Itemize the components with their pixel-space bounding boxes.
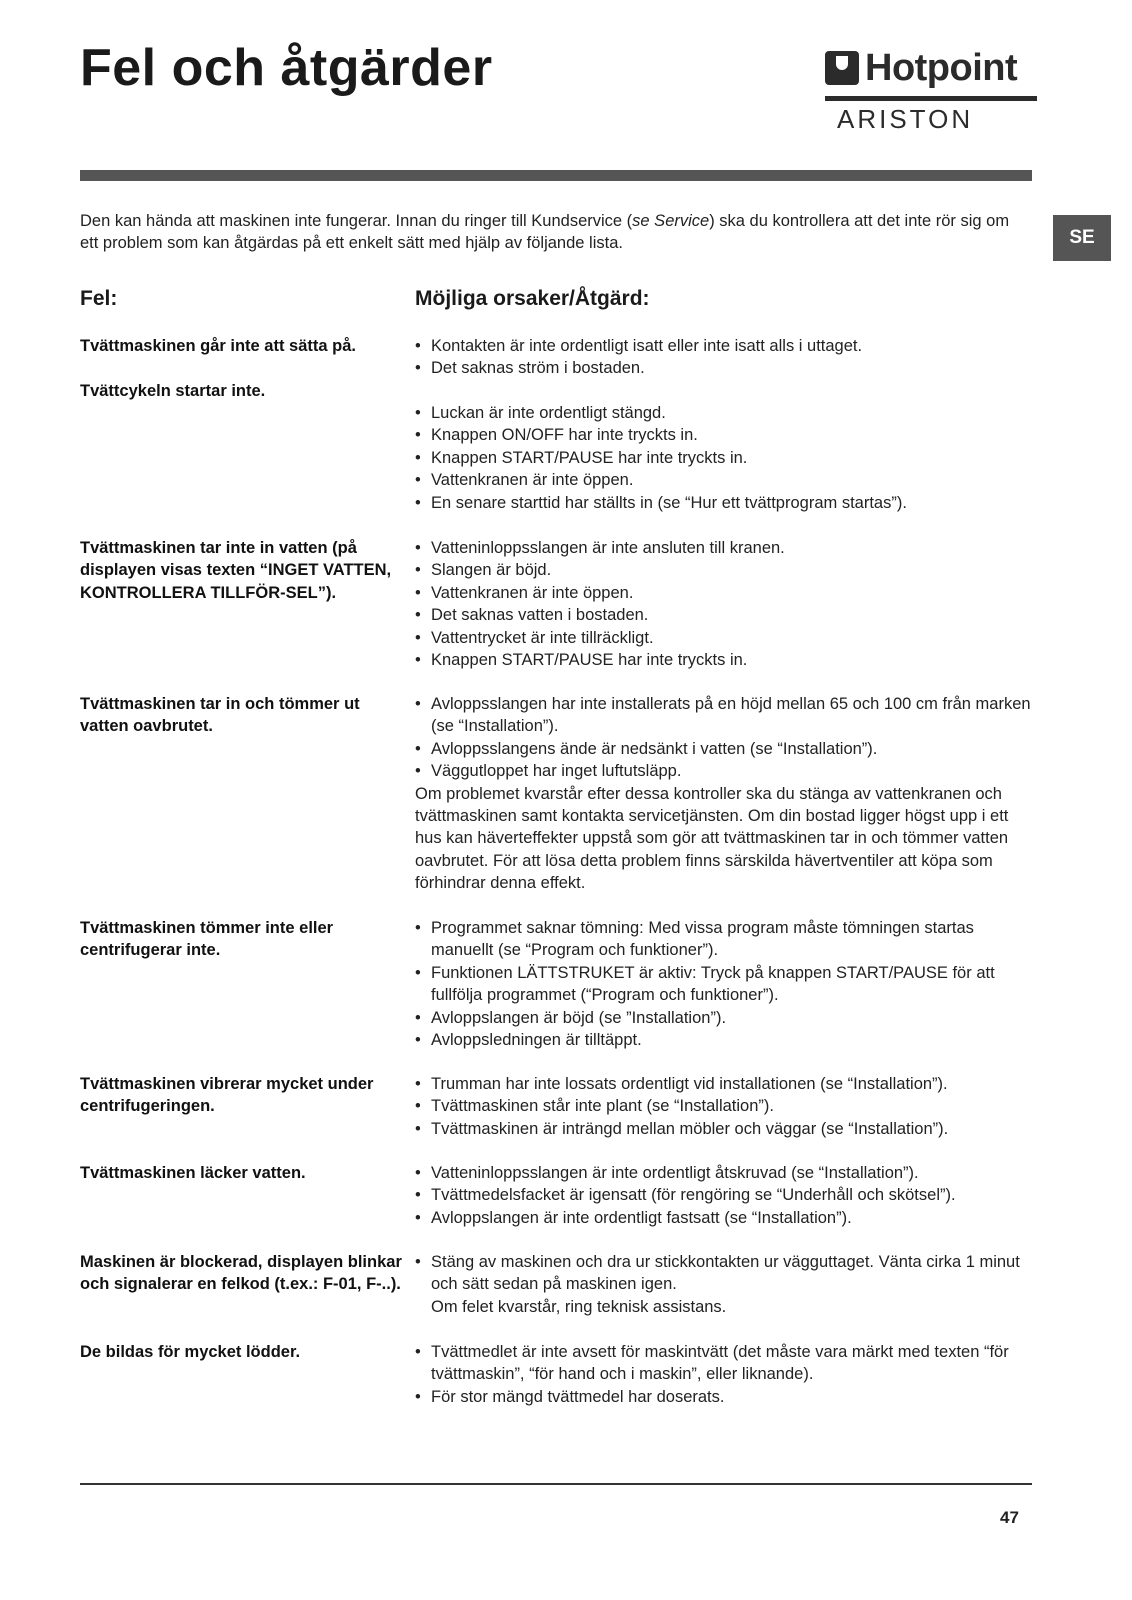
remedy-item: • Avloppsslangens ände är nedsänkt i vatten (se “Installation”). xyxy=(415,738,1035,760)
fault-label: Tvättcykeln startar inte. xyxy=(80,382,266,400)
fault-label: De bildas för mycket lödder. xyxy=(80,1343,301,1361)
remedy-item: • Avloppsslangen har inte installerats på en höjd mellan 65 och 100 cm från marken (se “Installation”). xyxy=(415,693,1035,738)
logo-sub: ARISTON xyxy=(837,104,974,134)
page-title: Fel och åtgärder xyxy=(80,39,493,97)
footer-rule xyxy=(80,1483,1032,1485)
fel-column-header: Fel: xyxy=(80,287,118,310)
fault-label: Tvättmaskinen läcker vatten. xyxy=(80,1164,306,1182)
fault-label: Tvättmaskinen tar inte in vatten (på displayen visas texten “INGET VATTEN, KONTROLLERA TILLFÖR-SEL”). xyxy=(80,539,392,602)
intro-text-end: ) ska du kontrollera att det inte rör sig om ett problem som kan åtgärdas på ett enkelt sätt med hjälp av följande lista. xyxy=(80,212,1010,252)
intro-text: Den kan hända att maskinen inte fungerar. Innan du ringer till Kundservice ( xyxy=(80,212,633,230)
remedy-item: • Funktionen LÄTTSTRUKET är aktiv: Tryck på knappen START/PAUSE för att fullfölja programmet (“Program och funktioner”). xyxy=(415,962,1035,1007)
header-rule xyxy=(80,170,1032,181)
hotpoint-ariston-logo xyxy=(825,44,1035,136)
remedy-item: • Tvättmaskinen står inte plant (se “Installation”). xyxy=(415,1095,1035,1117)
remedy-list xyxy=(415,1073,1035,1140)
remedy-item: • Tvättmaskinen är inträngd mellan möbler och väggar (se “Installation”). xyxy=(415,1118,1035,1140)
remedy-item: • För stor mängd tvättmedel har doserats. xyxy=(415,1386,1035,1408)
remedy-item: • Trumman har inte lossats ordentligt vid installationen (se “Installation”). xyxy=(415,1073,1035,1095)
fault-label: Tvättmaskinen tömmer inte eller centrifugerar inte. xyxy=(80,919,334,960)
remedy-note: Om problemet kvarstår efter dessa kontroller ska du stänga av vattenkranen och tvättmaskinen samt kontakta servicetjänsten. Om din bostad ligger högst upp i ett hus kan häverteffekter uppstå som gör att tvättmaskinen tar in och tömmer vatten oavbrutet. För att lösa detta problem finns särskilda hävertventiler att köpa som förhindrar denna effekt. xyxy=(415,784,1009,893)
remedy-item: • Tvättmedlet är inte avsett för maskintvätt (det måste vara märkt med texten “för tvättmaskin”, “för hand och i maskin”, eller liknande). xyxy=(415,1341,1035,1386)
remedy-item: • Vattentrycket är inte tillräckligt. xyxy=(415,627,1035,649)
remedy-item: • Slangen är böjd. xyxy=(415,559,1035,581)
page-number: 47 xyxy=(1000,1508,1019,1527)
remedy-item: • Vatteninloppsslangen är inte ansluten till kranen. xyxy=(415,537,1035,559)
hotpoint-logo-icon xyxy=(825,51,859,85)
remedy-item: • Knappen START/PAUSE har inte tryckts in. xyxy=(415,447,1035,469)
fault-label: Tvättmaskinen tar in och tömmer ut vatten oavbrutet. xyxy=(80,695,360,736)
logo-divider xyxy=(825,96,1037,101)
remedy-item: • Vattenkranen är inte öppen. xyxy=(415,469,1035,491)
remedy-list xyxy=(415,1162,1035,1229)
remedy-item: • Kontakten är inte ordentligt isatt eller inte isatt alls i uttaget. xyxy=(415,335,1035,357)
remedy-item: • Avloppsledningen är tilltäppt. xyxy=(415,1029,1035,1051)
logo-brand: Hotpoint xyxy=(865,46,1018,89)
remedy-item: • Avloppslangen är böjd (se ”Installation”). xyxy=(415,1007,1035,1029)
remedy-item: • Väggutloppet har inget luftutsläpp. xyxy=(415,760,1035,782)
language-tab: SE xyxy=(1053,215,1111,261)
remedy-note: Om felet kvarstår, ring teknisk assistans. xyxy=(431,1297,727,1316)
remedy-item: • Det saknas vatten i bostaden. xyxy=(415,604,1035,626)
intro-paragraph xyxy=(80,210,1030,254)
remedy-list xyxy=(415,335,1035,380)
remedy-item: • Avloppslangen är inte ordentligt fastsatt (se “Installation”). xyxy=(415,1207,1035,1229)
fault-label: Maskinen är blockerad, displayen blinkar och signalerar en felkod (t.ex.: F-01, F-..). xyxy=(80,1253,402,1294)
remedy-list xyxy=(415,537,1035,671)
remedy-item: • Tvättmedelsfacket är igensatt (för rengöring se “Underhåll och skötsel”). xyxy=(415,1184,1035,1206)
remedy-item: • Vatteninloppsslangen är inte ordentligt åtskruvad (se “Installation”). xyxy=(415,1162,1035,1184)
remedy-item: • Det saknas ström i bostaden. xyxy=(415,357,1035,379)
remedy-item: • Programmet saknar tömning: Med vissa program måste tömningen startas manuellt (se “Program och funktioner”). xyxy=(415,917,1035,962)
fault-label: Tvättmaskinen vibrerar mycket under centrifugeringen. xyxy=(80,1075,374,1116)
remedy-item: • Stäng av maskinen och dra ur stickkontakten ur vägguttaget. Vänta cirka 1 minut och sätt sedan på maskinen igen. xyxy=(415,1251,1035,1296)
remedy-item: • Knappen START/PAUSE har inte tryckts in. xyxy=(415,649,1035,671)
remedy-list xyxy=(415,1341,1035,1408)
remedy-item: • Luckan är inte ordentligt stängd. xyxy=(415,402,1035,424)
remedy-item: • En senare starttid har ställts in (se “Hur ett tvättprogram startas”). xyxy=(415,492,1035,514)
intro-italic: se Service xyxy=(632,212,710,230)
remedy-item: • Vattenkranen är inte öppen. xyxy=(415,582,1035,604)
atgard-column-header: Möjliga orsaker/Åtgärd: xyxy=(415,287,650,310)
remedy-item: • Knappen ON/OFF har inte tryckts in. xyxy=(415,424,1035,446)
remedy-list xyxy=(415,1251,1035,1318)
remedy-list xyxy=(415,402,1035,514)
remedy-list xyxy=(415,693,1035,895)
remedy-list xyxy=(415,917,1035,1051)
fault-label: Tvättmaskinen går inte att sätta på. xyxy=(80,337,356,355)
